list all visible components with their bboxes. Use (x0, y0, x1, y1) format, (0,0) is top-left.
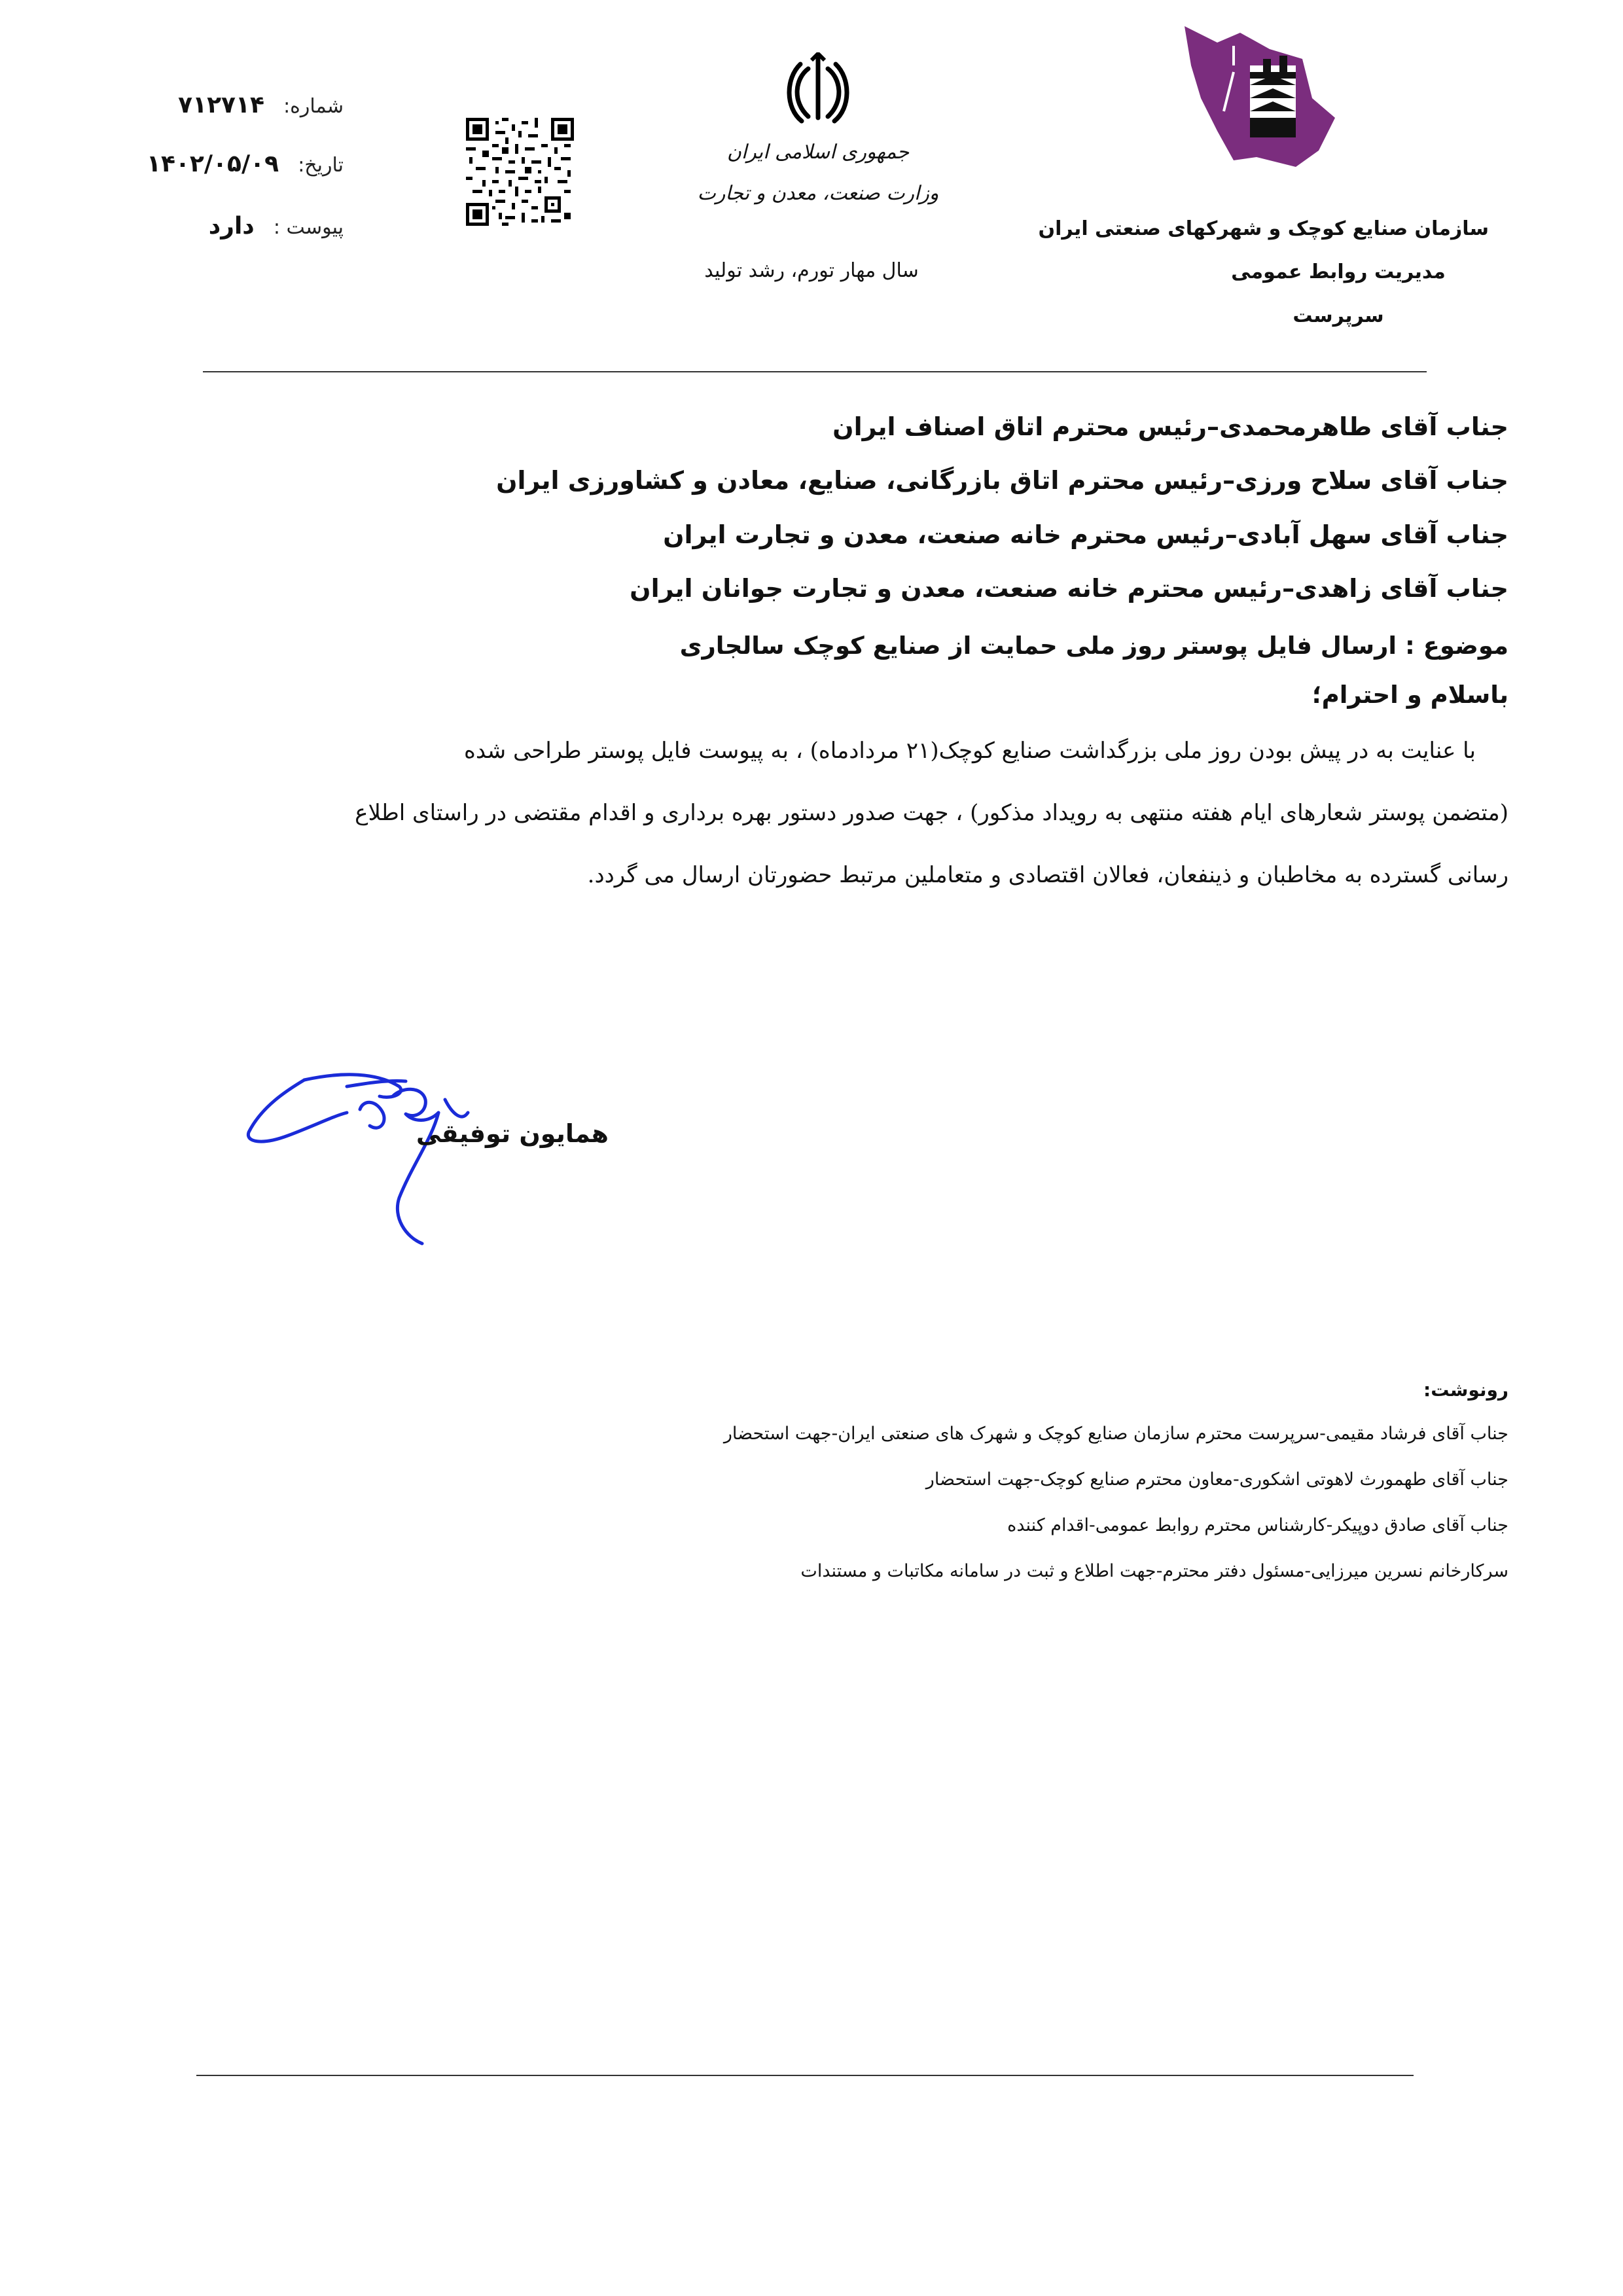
emblem-line-1: جمهوری اسلامی ایران (726, 141, 910, 164)
iran-emblem-icon (782, 52, 854, 128)
cc-title: رونوشت: (1423, 1379, 1508, 1401)
qr-code (466, 118, 574, 226)
cc-item: جناب آقای طهمورث لاهوتی اشکوری-معاون محترم صنایع کوچک-جهت استحضار (925, 1469, 1508, 1490)
organization-name: سازمان صنایع کوچک و شهرکهای صنعتی ایران (1038, 217, 1489, 240)
body-line-3 (121, 844, 1508, 906)
organization-role: سرپرست (1293, 304, 1384, 327)
cc-item: سرکارخانم نسرین میرزایی-مسئول دفتر محترم-جهت اطلاع و ثبت در سامانه مکاتبات و مستندات (800, 1561, 1508, 1581)
organization-logo-icon (1171, 20, 1348, 170)
emblem-line-2: وزارت صنعت، معدن و تجارت (697, 182, 939, 205)
letter-number (178, 92, 344, 118)
letter-greeting: باسلام و احترام؛ (1311, 681, 1508, 709)
attachment-value: دارد (208, 213, 255, 240)
header-divider (203, 371, 1427, 372)
organization-department: مدیریت روابط عمومی (1231, 260, 1446, 283)
recipient-line: جناب آقای طاهرمحمدی–رئیس محترم اتاق اصناف ایران (832, 412, 1508, 441)
cc-item: جناب آقای صادق دوپیکر-کارشناس محترم روابط عمومی-اقدام کننده (1007, 1515, 1508, 1535)
recipient-line: جناب آقای سهل آبادی–رئیس محترم خانه صنعت، معدن و تجارت ایران (663, 520, 1508, 549)
body-line-2 (121, 782, 1508, 844)
footer-divider (196, 2075, 1414, 2076)
attachment-label: پیوست : (273, 216, 344, 239)
recipient-line: جناب آقای سلاح ورزی–رئیس محترم اتاق بازرگانی، صنایع، معادن و کشاورزی ایران (496, 466, 1508, 495)
letter-subject: موضوع : ارسال فایل پوستر روز ملی حمایت از صنایع کوچک سالجاری (679, 632, 1508, 660)
letter-date-label: تاریخ: (298, 154, 344, 177)
handwritten-signature-icon (242, 1060, 491, 1250)
letter-number-label: شماره: (283, 95, 344, 118)
body-line-1 (121, 720, 1508, 782)
signatory-name: همایون توفیقی (416, 1119, 609, 1148)
letter-date-value: ۱۴۰۲/۰۵/۰۹ (147, 151, 279, 177)
body-text: رسانی گسترده به مخاطبان و ذینفعان، فعالان اقتصادی و متعاملین مرتبط حضورتان ارسال می گردد. (587, 862, 1508, 888)
body-text: با عنایت به در پیش بودن روز ملی بزرگداشت صنایع کوچک(۲۱ مردادماه) ، به پیوست فایل پوستر طراحی شده (464, 738, 1476, 764)
body-text: (متضمن پوستر شعارهای ایام هفته منتهی به رویداد مذکور) ، جهت صدور دستور بهره برداری و اقدام مقتضی در راستای اطلاع (355, 800, 1508, 826)
cc-item: جناب آقای فرشاد مقیمی-سرپرست محترم سازمان صنایع کوچک و شهرک های صنعتی ایران-جهت استحضار (723, 1424, 1508, 1444)
letter-date (147, 151, 344, 177)
recipient-line: جناب آقای زاهدی–رئیس محترم خانه صنعت، معدن و تجارت جوانان ایران (630, 574, 1508, 603)
year-slogan: سال مهار تورم، رشد تولید (704, 259, 919, 282)
letter-number-value: ۷۱۲۷۱۴ (178, 92, 264, 118)
letter-attachment (209, 213, 344, 240)
